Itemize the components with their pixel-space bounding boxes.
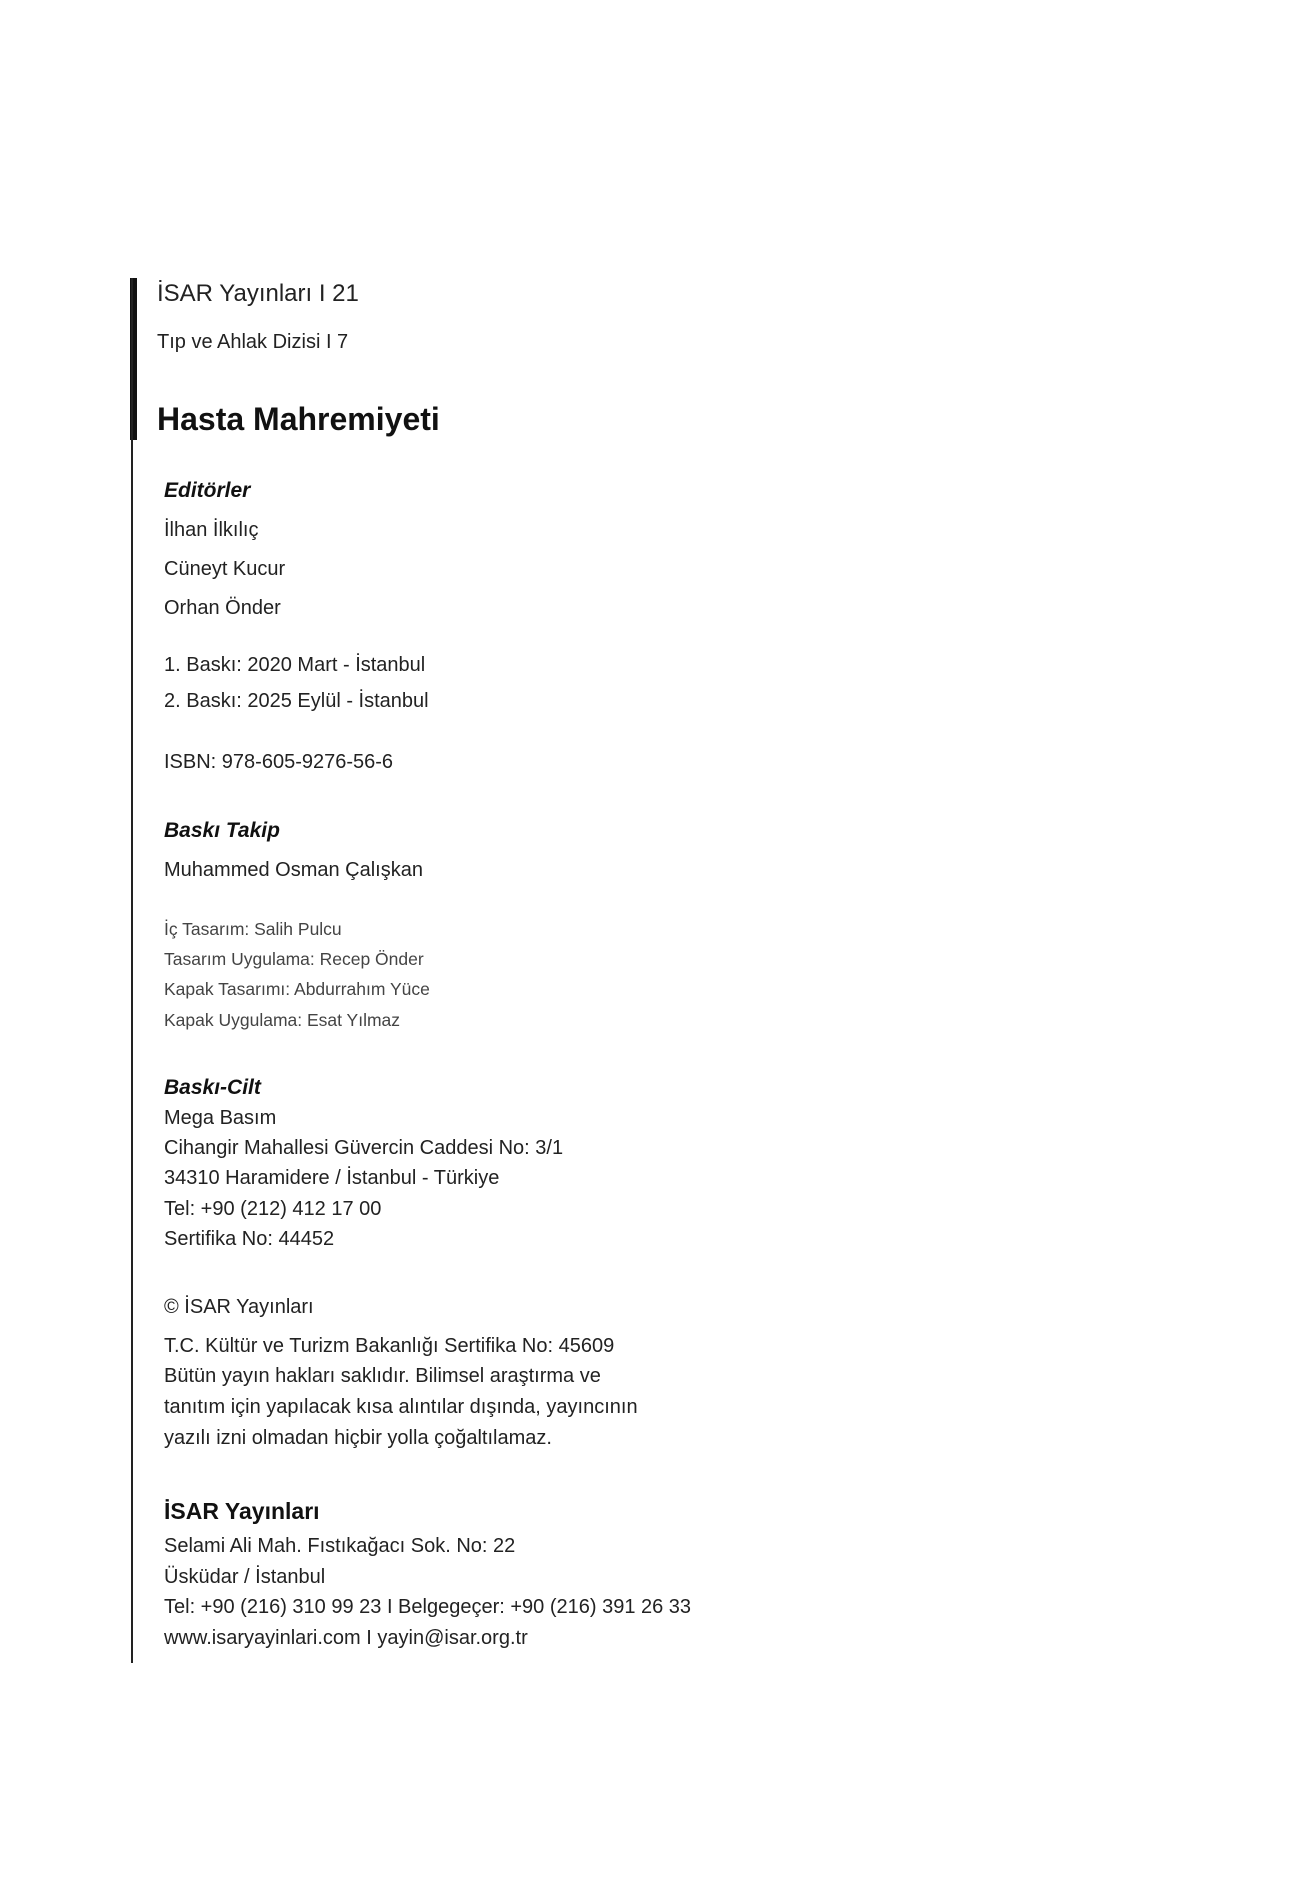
publisher-address: Selami Ali Mah. Fıstıkağacı Sok. No: 22 xyxy=(164,1535,516,1557)
edition-line: 1. Baskı: 2020 Mart - İstanbul xyxy=(164,654,426,676)
publisher-city: Üsküdar / İstanbul xyxy=(164,1566,326,1588)
book-title: Hasta Mahremiyeti xyxy=(157,401,440,437)
copyright-line: T.C. Kültür ve Turizm Bakanlığı Sertifika No: 45609 xyxy=(164,1335,615,1357)
print-follow-name: Muhammed Osman Çalışkan xyxy=(164,859,423,881)
print-follow-heading: Baskı Takip xyxy=(164,819,280,842)
publisher-name: İSAR Yayınları xyxy=(164,1498,320,1524)
printing-line: Mega Basım xyxy=(164,1107,277,1129)
design-credit: Tasarım Uygulama: Recep Önder xyxy=(164,949,424,969)
copyright-line: yazılı izni olmadan hiçbir yolla çoğaltılamaz. xyxy=(164,1427,552,1449)
printing-line: 34310 Haramidere / İstanbul - Türkiye xyxy=(164,1167,500,1189)
printing-line: Cihangir Mahallesi Güvercin Caddesi No: 3/1 xyxy=(164,1137,564,1159)
design-credit: İç Tasarım: Salih Pulcu xyxy=(164,919,342,939)
editors-heading: Editörler xyxy=(164,479,251,502)
editor-name: Orhan Önder xyxy=(164,597,281,619)
margin-rule xyxy=(131,278,133,1663)
design-credit: Kapak Tasarımı: Abdurrahım Yüce xyxy=(164,979,430,999)
publisher-phone: Tel: +90 (216) 310 99 23 I Belgegeçer: +90 (216) 391 26 33 xyxy=(164,1596,692,1618)
copyright-owner: © İSAR Yayınları xyxy=(164,1296,314,1318)
series-label: İSAR Yayınları I 21 xyxy=(157,280,359,307)
editor-name: İlhan İlkılıç xyxy=(164,519,259,541)
isbn: ISBN: 978-605-9276-56-6 xyxy=(164,751,394,773)
copyright-line: tanıtım için yapılacak kısa alıntılar dışında, yayıncının xyxy=(164,1396,638,1418)
printing-line: Tel: +90 (212) 412 17 00 xyxy=(164,1198,382,1220)
printing-line: Sertifika No: 44452 xyxy=(164,1228,335,1250)
publisher-contact: www.isaryayinlari.com I yayin@isar.org.tr xyxy=(164,1627,528,1649)
design-credit: Kapak Uygulama: Esat Yılmaz xyxy=(164,1010,401,1030)
copyright-line: Bütün yayın hakları saklıdır. Bilimsel araştırma ve xyxy=(164,1365,601,1387)
edition-line: 2. Baskı: 2025 Eylül - İstanbul xyxy=(164,690,429,712)
subseries-label: Tıp ve Ahlak Dizisi I 7 xyxy=(157,331,349,353)
printing-heading: Baskı-Cilt xyxy=(164,1076,261,1099)
editor-name: Cüneyt Kucur xyxy=(164,558,286,580)
